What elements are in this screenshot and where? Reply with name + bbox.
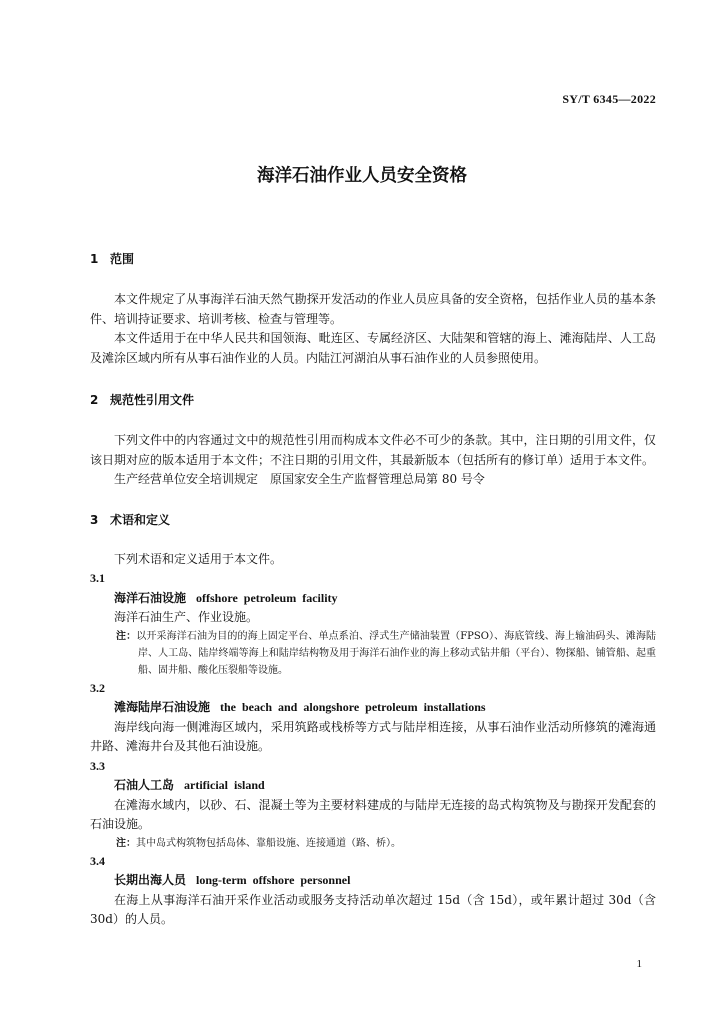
term-entry — [90, 679, 656, 757]
note-text: 其中岛式构筑物包括岛体、靠船设施、连接通道（路、桥）。 — [136, 837, 401, 849]
term-en: offshore petroleum facility — [196, 590, 338, 605]
paragraph: 本文件规定了从事海洋石油天然气勘探开发活动的作业人员应具备的安全资格，包括作业人员的基本条件、培训持证要求、培训考核、检查与管理等。 — [90, 292, 656, 326]
section-number: 1 — [90, 252, 99, 266]
term-name — [90, 698, 656, 718]
term-definition: 在滩海水域内，以砂、石、混凝土等为主要材料建成的与陆岸无连接的岛式构筑物及与勘探开发配套的石油设施。 — [90, 797, 656, 831]
term-zh: 长期出海人员 — [114, 873, 187, 887]
section-number: 2 — [90, 393, 99, 407]
term-entry — [90, 852, 656, 930]
paragraph: 本文件适用于在中华人民共和国领海、毗连区、专属经济区、大陆架和管辖的海上、滩海陆岸、人工岛及滩涂区域内所有从事石油作业的人员。内陆江河湖泊从事石油作业的人员参照使用。 — [90, 331, 656, 365]
term-name — [90, 589, 656, 609]
section-title: 术语和定义 — [110, 512, 171, 527]
document-title: 海洋石油作业人员安全资格 — [257, 166, 467, 186]
term-en: the beach and alongshore petroleum installations — [220, 700, 486, 714]
term-number: 3.4 — [90, 853, 105, 868]
section-1 — [90, 250, 656, 368]
note-label: 注： — [116, 630, 137, 642]
term-number: 3.2 — [90, 680, 105, 695]
term-note — [90, 835, 656, 852]
section-title: 规范性引用文件 — [110, 393, 195, 407]
page-number: 1 — [636, 958, 642, 970]
section-heading — [90, 250, 656, 268]
term-number: 3.1 — [90, 571, 105, 585]
term-definition: 在海上从事海洋石油开采作业活动或服务支持活动单次超过 15d（含 15d），或年累计超过 30d（含 30d）的人员。 — [90, 892, 656, 926]
term-name — [90, 871, 656, 891]
note-text: 以开采海洋石油为目的的海上固定平台、单点系泊、浮式生产储油装置（FPSO）、海底管线、海上输油码头、滩海陆岸、人工岛、陆岸终端等海上和陆岸结构物及用于海洋石油作业的海上移动式钻井船（平台）、物探船、铺管船、起重船、固井船、酸化压裂船等设施。 — [136, 630, 656, 676]
document-body — [90, 250, 656, 930]
section-number: 3 — [90, 512, 99, 527]
term-number: 3.3 — [90, 758, 105, 773]
term-zh: 海洋石油设施 — [114, 590, 187, 605]
section-heading — [90, 391, 656, 409]
term-zh: 石油人工岛 — [114, 778, 175, 792]
term-en: long-term offshore personnel — [196, 873, 351, 887]
standard-code: SY/T 6345—2022 — [562, 92, 656, 106]
section-title: 范围 — [110, 252, 135, 266]
term-name — [90, 776, 656, 796]
paragraph: 生产经营单位安全培训规定 原国家安全生产监督管理总局第 80 号令 — [114, 472, 485, 486]
term-zh: 滩海陆岸石油设施 — [114, 700, 211, 714]
term-entry — [90, 757, 656, 852]
term-en: artificial island — [184, 778, 265, 792]
section-2 — [90, 391, 656, 490]
paragraph: 下列术语和定义适用于本文件。 — [114, 551, 283, 566]
section-3 — [90, 511, 656, 930]
paragraph: 下列文件中的内容通过文中的规范性引用而构成本文件必不可少的条款。其中，注日期的引用文件，仅该日期对应的版本适用于本文件；不注日期的引用文件，其最新版本（包括所有的修订单）适用于本文件。 — [90, 433, 656, 467]
term-note — [90, 628, 656, 679]
term-definition: 海洋石油生产、作业设施。 — [114, 610, 259, 624]
note-label: 注： — [116, 837, 136, 849]
term-entry — [90, 569, 656, 679]
section-heading — [90, 511, 656, 529]
term-definition: 海岸线向海一侧滩海区域内，采用筑路或栈桥等方式与陆岸相连接，从事石油作业活动所修筑的滩海通井路、滩海井台及其他石油设施。 — [90, 719, 656, 753]
